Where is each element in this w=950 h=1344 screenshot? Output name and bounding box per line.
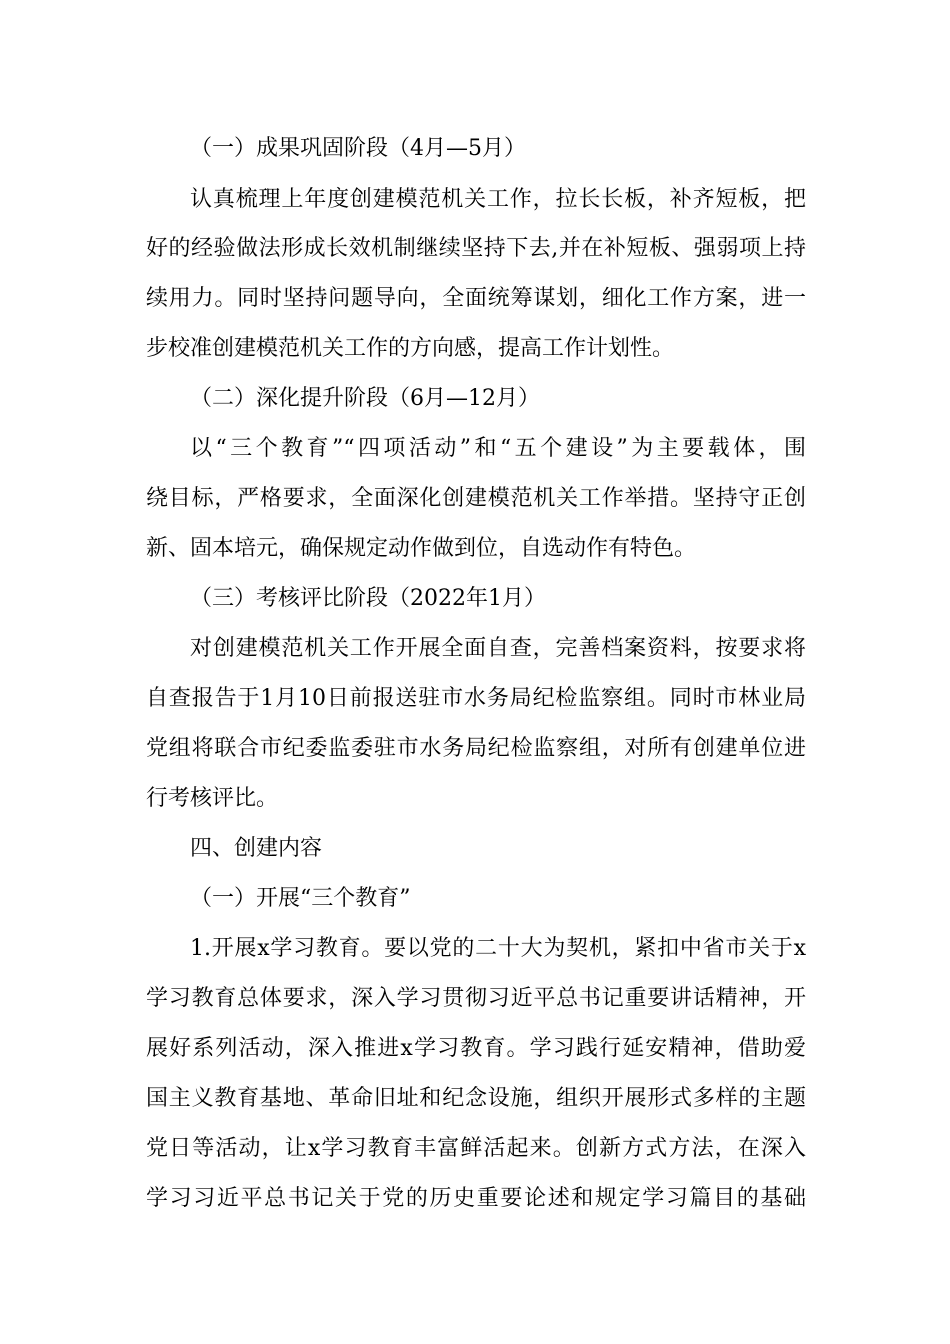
paragraph-4-line-6: 学习习近平总书记关于党的历史重要论述和规定学习篇目的基础: [146, 1186, 806, 1211]
paragraph-3-line-3: 党组将联合市纪委监委驻市水务局纪检监察组，对所有创建单位进: [146, 736, 806, 761]
paragraph-1-line-1: 认真梳理上年度创建模范机关工作，拉长长板，补齐短板，把: [190, 187, 806, 212]
stage-heading-2: （二）深化提升阶段（6月—12月）: [190, 386, 540, 411]
paragraph-3-line-2: 自查报告于1月10日前报送驻市水务局纪检监察组。同时市林业局: [146, 686, 806, 711]
paragraph-2-line-3: 新、固本培元，确保规定动作做到位，自选动作有特色。: [146, 536, 697, 561]
paragraph-4-line-1: 1.开展x学习教育。要以党的二十大为契机，紧扣中省市关于x: [190, 936, 806, 961]
paragraph-1-line-2: 好的经验做法形成长效机制继续坚持下去,并在补短板、强弱项上持: [146, 236, 806, 261]
paragraph-4-line-3: 展好系列活动，深入推进x学习教育。学习践行延安精神，借助爱: [146, 1036, 806, 1061]
paragraph-4-line-2: 学习教育总体要求，深入学习贯彻习近平总书记重要讲话精神，开: [146, 986, 806, 1011]
subsection-heading-1: （一）开展“三个教育”: [190, 886, 411, 911]
paragraph-3-line-4: 行考核评比。: [146, 786, 279, 811]
stage-heading-3: （三）考核评比阶段（2022年1月）: [190, 586, 546, 611]
paragraph-2-line-1: 以“三个教育”“四项活动”和“五个建设”为主要载体，围: [190, 436, 806, 461]
paragraph-3-line-1: 对创建模范机关工作开展全面自查，完善档案资料，按要求将: [190, 636, 806, 661]
paragraph-4-line-5: 党日等活动，让x学习教育丰富鲜活起来。创新方式方法，在深入: [146, 1136, 806, 1161]
paragraph-2-line-2: 绕目标，严格要求，全面深化创建模范机关工作举措。坚持守正创: [146, 486, 806, 511]
paragraph-1-line-3: 续用力。同时坚持问题导向，全面统筹谋划，细化工作方案，进一: [146, 286, 806, 311]
stage-heading-1: （一）成果巩固阶段（4月—5月）: [190, 136, 526, 161]
section-heading-4: 四、创建内容: [190, 836, 323, 861]
paragraph-1-line-4: 步校准创建模范机关工作的方向感，提高工作计划性。: [146, 336, 675, 361]
paragraph-4-line-4: 国主义教育基地、革命旧址和纪念设施，组织开展形式多样的主题: [146, 1086, 806, 1111]
